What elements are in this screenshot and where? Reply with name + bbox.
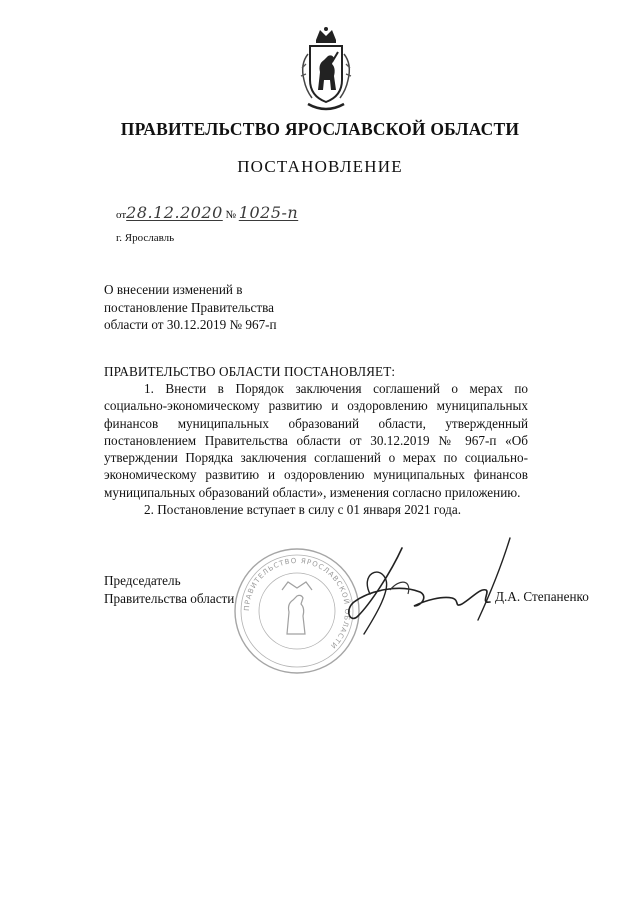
date-value: 28.12.2020 [126,203,223,222]
paragraph: 2. Постановление вступает в силу с 01 января 2021 года. [144,502,462,518]
preamble: ПРАВИТЕЛЬСТВО ОБЛАСТИ ПОСТАНОВЛЯЕТ: [104,364,396,379]
signer-position [104,572,234,607]
date-prefix: от [116,209,127,221]
coat-of-arms-icon [294,24,358,116]
seal-text: ПРАВИТЕЛЬСТВО ЯРОСЛАВСКОЙ ОБЛАСТИ [242,556,352,651]
signer-position-line: Председатель [104,573,181,588]
paragraph: 1. Внести в Порядок заключения соглашений о мерах по социально-экономическому развитию и оздоровлению муниципальных финансов муниципальных образований области, утвержденный постановлением Правительства области от 30.12.2019 № 967-п «Об утверждении Порядка заключения соглашений о мерах по социально-экономическому развитию и оздоровлению муниципальных финансов муниципальных образований области», изменения согласно приложению. [104,381,528,500]
signer-name: Д.А. Степаненко [495,589,589,604]
subject-line: постановление Правительства [104,299,275,315]
document-type: ПОСТАНОВЛЕНИЕ [237,157,403,176]
number-prefix: № [225,209,237,221]
date-number-row [116,203,298,222]
subject-line: О внесении изменений в [104,282,243,297]
organization-title: ПРАВИТЕЛЬСТВО ЯРОСЛАВСКОЙ ОБЛАСТИ [120,119,520,139]
subject-line: области от 30.12.2019 № 967-п [104,317,277,332]
city: г. Ярославль [116,232,175,244]
signer-position-line: Правительства области [104,590,235,606]
body-text [104,380,528,518]
subject-block [104,281,277,334]
number-value: 1025-п [238,203,299,222]
